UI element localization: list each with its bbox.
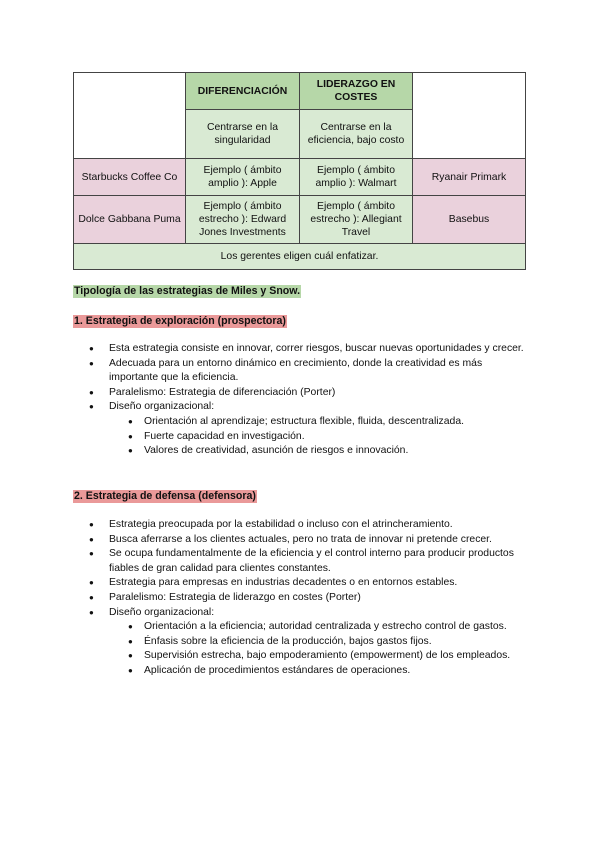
- example-cell: Ejemplo ( ámbito estrecho ): Edward Jones Investments: [186, 196, 300, 244]
- section1-bullet-list: [73, 342, 525, 459]
- row-right-cell: Basebus: [413, 196, 526, 244]
- list-item-text: Diseño organizacional:: [109, 606, 215, 618]
- example-cell: Ejemplo ( ámbito amplio ): Walmart: [300, 159, 413, 196]
- list-item: ● Estrategia preocupada por la estabilidad o incluso con el atrincheramiento.: [73, 518, 525, 533]
- section2-sub-list: [109, 620, 525, 678]
- desc-diferenciacion: Centrarse en la singularidad: [186, 110, 300, 159]
- list-item: [73, 400, 525, 458]
- example-cell: Ejemplo ( ámbito estrecho ): Allegiant Travel: [300, 196, 413, 244]
- row-left-cell: Dolce Gabbana Puma: [74, 196, 186, 244]
- table-row: [74, 73, 526, 110]
- example-cell: Ejemplo ( ámbito amplio ): Apple: [186, 159, 300, 196]
- section2-heading: 2. Estrategia de defensa (defensora): [74, 490, 256, 502]
- strategy-matrix-table: [73, 72, 526, 270]
- table-row: [74, 159, 526, 196]
- row-left-cell: Starbucks Coffee Co: [74, 159, 186, 196]
- section1-sub-list: [109, 415, 525, 459]
- document-title: Tipología de las estrategias de Miles y Snow.: [74, 285, 301, 297]
- list-item: ● Se ocupa fundamentalmente de la eficiencia y el control interno para producir productos fiables de gran calidad para clientes constantes.: [73, 547, 525, 576]
- header-liderazgo-costes: LIDERAZGO EN COSTES: [300, 73, 413, 110]
- list-item: ● Estrategia para empresas en industrias decadentes o en entornos estables.: [73, 576, 525, 591]
- row-right-cell: Ryanair Primark: [413, 159, 526, 196]
- list-item: ● Paralelismo: Estrategia de liderazgo en costes (Porter): [73, 591, 525, 606]
- sub-list-item: ● Supervisión estrecha, bajo empoderamiento (empowerment) de los empleados.: [73, 649, 525, 664]
- section1-heading: 1. Estrategia de exploración (prospectora): [74, 315, 286, 327]
- desc-liderazgo-costes: Centrarse en la eficiencia, bajo costo: [300, 110, 413, 159]
- list-item: ● Esta estrategia consiste en innovar, correr riesgos, buscar nuevas oportunidades y crecer.: [73, 342, 525, 357]
- list-item-text: Diseño organizacional:: [109, 401, 215, 413]
- list-item: ● Busca aferrarse a los clientes actuales, pero no trata de innovar ni pretende crecer.: [73, 533, 525, 548]
- sub-list-item: ● Orientación a la eficiencia; autoridad centralizada y estrecho control de gastos.: [73, 620, 525, 635]
- sub-list-item: ● Orientación al aprendizaje; estructura flexible, fluida, descentralizada.: [73, 415, 525, 430]
- table-row: [74, 196, 526, 244]
- sub-list-item: ● Fuerte capacidad en investigación.: [73, 430, 525, 445]
- list-item: ● Adecuada para un entorno dinámico en crecimiento, donde la creatividad es más importante que la eficiencia.: [73, 357, 525, 386]
- empty-corner-cell: [413, 73, 526, 159]
- sub-list-item: ● Aplicación de procedimientos estándares de operaciones.: [73, 664, 525, 679]
- header-diferenciacion: DIFERENCIACIÓN: [186, 73, 300, 110]
- empty-corner-cell: [74, 73, 186, 159]
- sub-list-item: ● Énfasis sobre la eficiencia de la producción, bajos gastos fijos.: [73, 635, 525, 650]
- list-item: ● Paralelismo: Estrategia de diferenciación (Porter): [73, 386, 525, 401]
- list-item: [73, 606, 525, 679]
- table-row: [74, 244, 526, 270]
- sub-list-item: ● Valores de creatividad, asunción de riesgos e innovación.: [73, 444, 525, 459]
- table-footer-cell: Los gerentes eligen cuál enfatizar.: [74, 244, 526, 270]
- section2-bullet-list: [73, 518, 525, 679]
